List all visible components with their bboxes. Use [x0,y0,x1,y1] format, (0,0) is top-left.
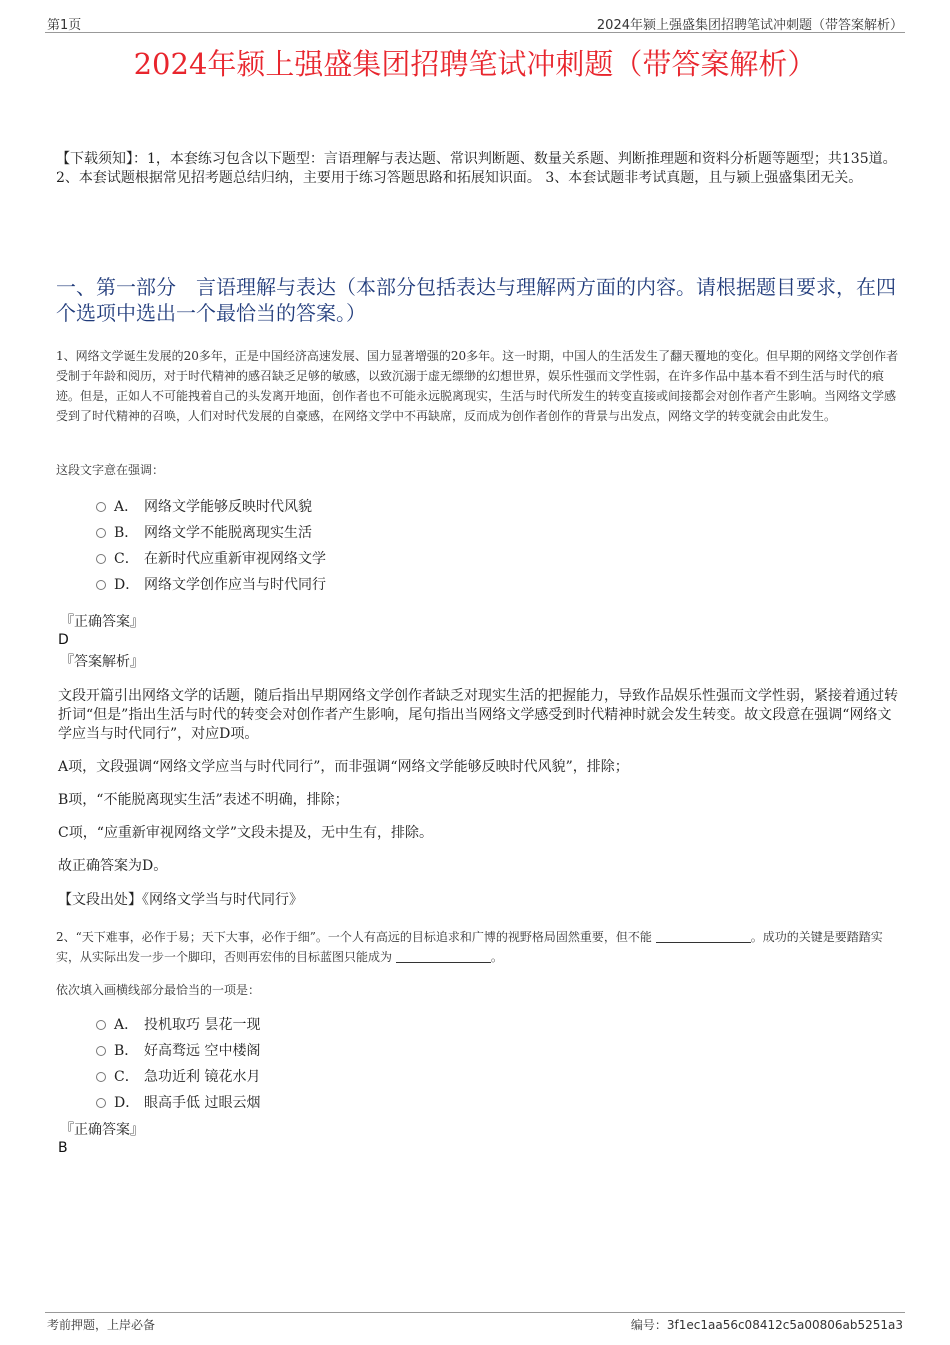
q2-options [96,1012,260,1116]
header-doc-title: 2024年颍上强盛集团招聘笔试冲刺题（带答案解析） [596,18,903,33]
q1-options [96,494,326,598]
q2-option-c[interactable]: C． 急功近利 镜花水月 [96,1064,260,1090]
q1-analysis-b: B项，“不能脱离现实生活”表述不明确，排除； [58,792,349,808]
q2-answer-label: 『正确答案』 [60,1122,144,1138]
q2-stem: 2、“天下难事，必作于易；天下大事，必作于细”。一个人有高远的目标追求和广博的视野格局固然重要，但不能 。成功的关键是要踏踏实实，从实际出发一步一个脚印，否则再宏伟的目标蓝图只能成为 。 [56,930,883,964]
q1-analysis-a: A项，文段强调“网络文学应当与时代同行”，而非强调“网络文学能够反映时代风貌”，排除； [58,759,629,775]
q1-option-d[interactable]: D． 网络文学创作应当与时代同行 [96,572,326,598]
q1-option-c[interactable]: C． 在新时代应重新审视网络文学 [96,546,326,572]
q1-stem: 1、网络文学诞生发展的20多年，正是中国经济高速发展、国力显著增强的20多年。这一时期，中国人的生活发生了翻天覆地的变化。但早期的网络文学创作者受制于年龄和阅历，对于时代精神的感召缺乏足够的敏感，以致沉溺于虚无缥缈的幻想世界，娱乐性强而文学性弱，在许多作品中基本看不到生活与时代的痕迹。但是，正如人不可能拽着自己的头发离开地面，创作者也不可能永远脱离现实，生活与时代所发生的转变直接或间接都会对创作者产生影响。当网络文学感受到了时代精神的召唤，人们对时代发展的自豪感，在网络文学中不再缺席，反而成为创作者创作的背景与出发点，网络文学的转变就会由此发生。 [56,349,899,423]
q1-analysis-conclusion: 故正确答案为D。 [58,858,168,874]
page-header [45,12,905,33]
footer-slogan: 考前押题，上岸必备 [47,1318,156,1332]
document-title: 2024年颍上强盛集团招聘笔试冲刺题（带答案解析） [133,47,817,81]
page-number: 第1页 [47,18,82,33]
q1-source: 【文段出处】《网络文学当与时代同行》 [58,892,303,908]
fill-blank-2 [396,950,491,963]
download-notice: 【下载须知】：1，本套练习包含以下题型：言语理解与表达题、常识判断题、数量关系题、判断推理题和资料分析题等题型；共135道。 2、本套试题根据常见招考题总结归纳，主要用于练习答题思路和拓展知识面。 3、本套试题非考试真题，且与颍上强盛集团无关。 [56,151,897,186]
radio-icon[interactable] [96,580,106,590]
q1-prompt: 这段文字意在强调： [56,463,165,477]
radio-icon[interactable] [96,528,106,538]
radio-icon[interactable] [96,1046,106,1056]
section-heading: 一、第一部分 言语理解与表达（本部分包括表达与理解两方面的内容。请根据题目要求，在四个选项中选出一个最恰当的答案。） [56,275,896,325]
q1-answer: D [58,632,69,648]
radio-icon[interactable] [96,554,106,564]
radio-icon[interactable] [96,1020,106,1030]
radio-icon[interactable] [96,1098,106,1108]
page-footer [45,1312,905,1333]
q1-option-a[interactable]: A． 网络文学能够反映时代风貌 [96,494,326,520]
radio-icon[interactable] [96,1072,106,1082]
q2-option-b[interactable]: B． 好高骛远 空中楼阁 [96,1038,260,1064]
q1-option-b[interactable]: B． 网络文学不能脱离现实生活 [96,520,326,546]
q2-option-a[interactable]: A． 投机取巧 昙花一现 [96,1012,260,1038]
q1-analysis-c: C项，“应重新审视网络文学”文段未提及，无中生有，排除。 [58,825,434,841]
q1-answer-label: 『正确答案』 [60,614,144,630]
q2-answer: B [58,1140,68,1156]
fill-blank-1 [656,930,751,943]
radio-icon[interactable] [96,502,106,512]
q1-analysis-main: 文段开篇引出网络文学的话题，随后指出早期网络文学创作者缺乏对现实生活的把握能力，导致作品娱乐性强而文学性弱，紧接着通过转折词“但是”指出生活与时代的转变会对创作者产生影响，尾句指出当网络文学感受到时代精神时就会发生转变。故文段意在强调“网络文学应当与时代同行”，对应D项。 [58,688,898,742]
q2-prompt: 依次填入画横线部分最恰当的一项是： [56,983,261,997]
footer-code: 编号：3f1ec1aa56c08412c5a00806ab5251a3 [630,1318,903,1332]
q2-option-d[interactable]: D． 眼高手低 过眼云烟 [96,1090,260,1116]
q1-analysis-label: 『答案解析』 [60,654,144,670]
